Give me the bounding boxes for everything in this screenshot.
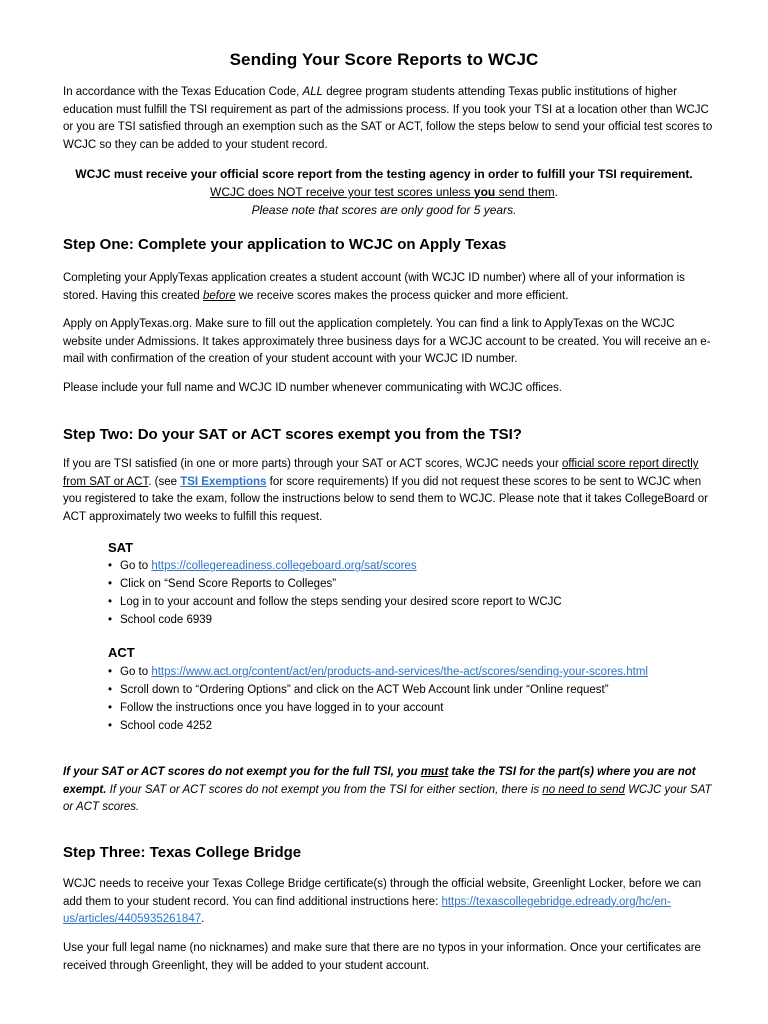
list-item: • School code 6939 (108, 611, 668, 629)
list-item: • School code 4252 (108, 717, 668, 735)
notice-line-1: WCJC must receive your official score report from the testing agency in order to fulfill your TSI requirement. (75, 167, 693, 181)
list-item: • Go to https://www.act.org/content/act/en/products-and-services/the-act/scores/sending-your-scores.html (108, 663, 668, 681)
notice-line-3: Please note that scores are only good for 5 years. (251, 203, 517, 217)
act-list (108, 663, 668, 735)
intro-paragraph: In accordance with the Texas Education Code, ALL degree program students attending Texas public institutions of higher education must fulfill the TSI requirement as part of the admissions process. If you took your TSI at a location other than WCJC or you are TSI satisfied through an exemption such as the SAT or ACT, follow the steps below to send your official test scores to WCJC so they can be added to your student record. (63, 86, 713, 151)
step-one-paragraph-2: Apply on ApplyTexas.org. Make sure to fill out the application completely. You can find a link to ApplyTexas on the WCJC website under Admissions. It takes approximately three business days for a WCJC account to be created. You will receive an e-mail with confirmation of the creation of your student account with your WCJC ID number. (63, 318, 711, 365)
step-three-paragraph-1: WCJC needs to receive your Texas College Bridge certificate(s) through the official website, Greenlight Locker, before we can add them to your student record. You can find additional instructions here: https://texascollegebridge.edready.org/hc/en-us/articles/4405935261847. (63, 878, 702, 925)
texas-college-bridge-link[interactable]: https://texascollegebridge.edready.org/hc/en-us/articles/4405935261847 (63, 895, 671, 925)
list-item: • Log in to your account and follow the steps sending your desired score report to WCJC (108, 593, 668, 611)
act-scores-link[interactable]: https://www.act.org/content/act/en/products-and-services/the-act/scores/sending-your-scores.html (151, 666, 648, 678)
act-heading: ACT (108, 645, 135, 660)
step-one-paragraph-1: Completing your ApplyTexas application creates a student account (with WCJC ID number) where all of your information is stored. Having this created before we receive scores makes the process quicker and more efficient. (63, 272, 685, 302)
step-two-note: If your SAT or ACT scores do not exempt you for the full TSI, you must take the TSI for the part(s) where you are not exempt. If your SAT or ACT scores do not exempt you from the TSI for either section, there is no need to send WCJC your SAT or ACT scores. (63, 766, 712, 813)
step-two-heading: Step Two: Do your SAT or ACT scores exempt you from the TSI? (63, 426, 522, 443)
notice-line-2: WCJC does NOT receive your test scores unless you send them. (210, 185, 558, 199)
list-item: • Scroll down to “Ordering Options” and click on the ACT Web Account link under “Online request” (108, 681, 668, 699)
list-item: • Click on “Send Score Reports to Colleges” (108, 575, 668, 593)
list-item: • Follow the instructions once you have logged in to your account (108, 699, 668, 717)
step-two-paragraph: If you are TSI satisfied (in one or more parts) through your SAT or ACT scores, WCJC needs your official score report directly from SAT or ACT. (see TSI Exemptions for score requirements) If you did not request these scores to be sent to WCJC when you registered to take the exam, follow the instructions below to send them to WCJC. Please note that it takes CollegeBoard or ACT approximately two weeks to fulfill this request. (63, 458, 708, 523)
step-three-heading: Step Three: Texas College Bridge (63, 844, 302, 861)
tsi-exemptions-link[interactable]: TSI Exemptions (180, 475, 267, 488)
step-one-paragraph-3: Please include your full name and WCJC ID number whenever communicating with WCJC offices. (63, 382, 562, 394)
step-one-heading: Step One: Complete your application to WCJC on Apply Texas (63, 236, 507, 253)
step-three-paragraph-2: Use your full legal name (no nicknames) and make sure that there are no typos in your information. Once your certificates are received through Greenlight, they will be added to your student account. (63, 942, 701, 972)
page-title: Sending Your Score Reports to WCJC (229, 50, 539, 69)
sat-heading: SAT (108, 540, 134, 555)
sat-list (108, 557, 668, 629)
sat-scores-link[interactable]: https://collegereadiness.collegeboard.org/sat/scores (151, 560, 417, 572)
list-item: • Go to https://collegereadiness.collegeboard.org/sat/scores (108, 557, 668, 575)
